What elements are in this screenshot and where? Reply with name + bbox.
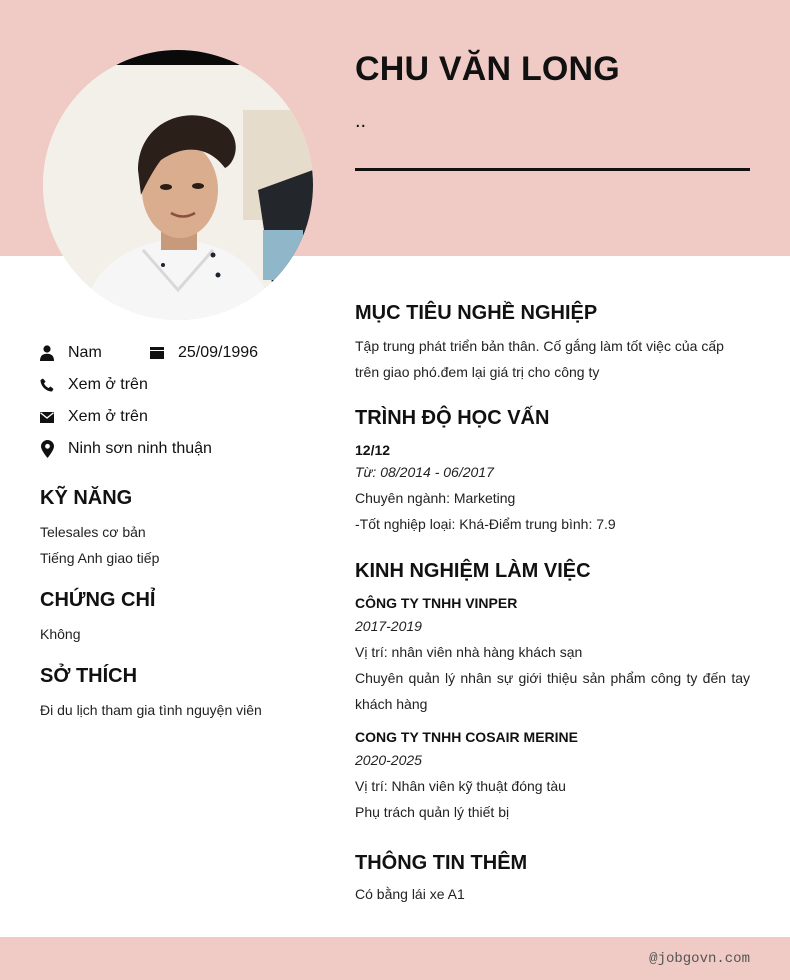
job-position: Vị trí: Nhân viên kỹ thuật đóng tàu [355,778,566,794]
location-pin-icon [40,441,54,457]
footer-watermark: @jobgovn.com [649,951,750,967]
candidate-name: CHU VĂN LONG [355,50,620,88]
job-entry [355,727,750,825]
education-school: 12/12 [355,442,391,458]
contact-row-phone [40,375,148,395]
candidate-subtitle: .. [355,110,367,132]
job-position: Vị trí: nhân viên nhà hàng khách sạn [355,644,583,660]
additional-info-text: Có bằng lái xe A1 [355,886,465,902]
objective-text: Tập trung phát triển bản thân. Cố gắng làm tốt việc của cấp trên giao phó.đem lại giá trị cho công ty [355,338,724,380]
hobby-item: Đi du lịch tham gia tình nguyện viên [40,702,262,718]
job-company: CONG TY TNHH COSAIR MERINE [355,729,578,745]
objective-heading: MỤC TIÊU NGHỀ NGHIỆP [355,302,598,324]
job-description: Chuyên quản lý nhân sự giới thiệu sản phẩm công ty đến tay khách hàng [355,670,750,712]
contact-row-gender-birthday [40,343,258,363]
profile-photo [43,50,313,320]
education-period: Từ: 08/2014 - 06/2017 [355,464,494,480]
calendar-icon [150,345,164,361]
contact-row-email [40,407,148,427]
education-major: Chuyên ngành: Marketing [355,490,516,506]
job-period: 2017-2019 [355,618,422,634]
experience-heading: KINH NGHIỆM LÀM VIỆC [355,560,591,582]
job-description: Phụ trách quản lý thiết bị [355,804,510,820]
certificate-item: Không [40,626,81,642]
additional-info-heading: THÔNG TIN THÊM [355,852,528,874]
job-entry [355,593,750,717]
gender-value: Nam [68,344,102,361]
experience-section [355,560,750,825]
objective-section [355,302,750,385]
email-value: Xem ở trên [68,408,148,425]
person-icon [40,345,54,361]
title-divider [355,168,750,171]
additional-info-section [355,852,750,907]
education-grade: -Tốt nghiệp loại: Khá-Điểm trung bình: 7.9 [355,516,616,532]
skills-heading: KỸ NĂNG [40,487,133,509]
skill-item: Telesales cơ bản [40,524,146,540]
birthday-value: 25/09/1996 [178,344,259,361]
education-section [355,407,750,537]
phone-icon [40,377,54,393]
skill-item: Tiếng Anh giao tiếp [40,550,160,566]
phone-value: Xem ở trên [68,376,148,393]
job-period: 2020-2025 [355,752,422,768]
contact-row-address [40,439,212,459]
hobbies-heading: SỞ THÍCH [40,665,138,687]
certificates-heading: CHỨNG CHỈ [40,589,156,611]
address-value: Ninh sơn ninh thuận [68,440,212,457]
mail-icon [40,409,54,425]
job-company: CÔNG TY TNHH VINPER [355,595,518,611]
education-heading: TRÌNH ĐỘ HỌC VẤN [355,407,550,429]
